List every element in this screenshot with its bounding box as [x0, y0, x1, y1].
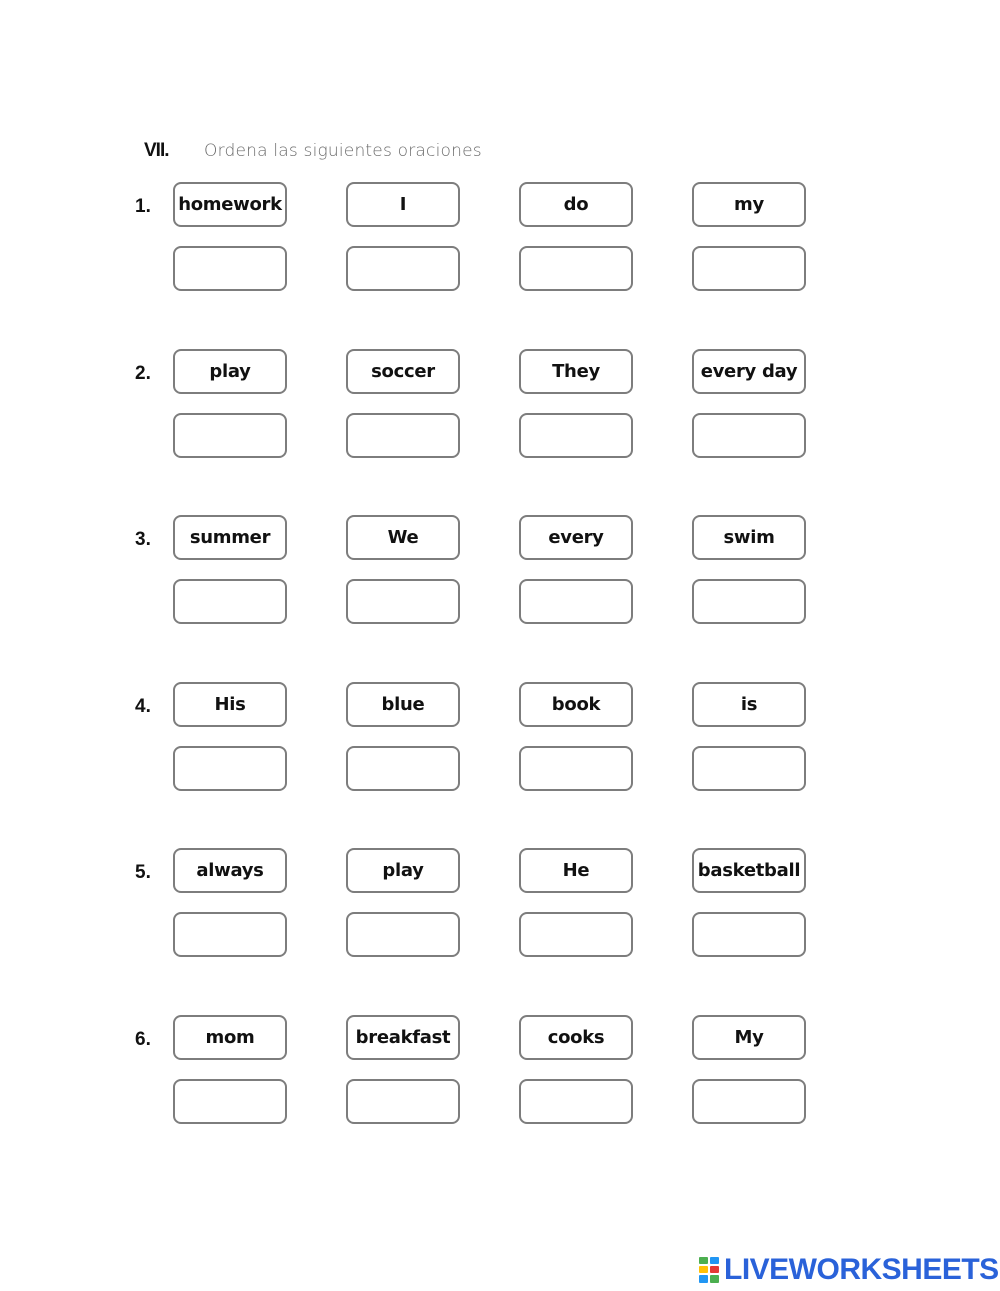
word-card[interactable]: [519, 848, 633, 893]
exercise-number: 2.: [135, 363, 151, 384]
word-card[interactable]: [519, 182, 633, 227]
word-label: summer: [189, 527, 271, 548]
word-card[interactable]: [692, 349, 806, 394]
answer-drop-box[interactable]: [692, 413, 806, 458]
word-card[interactable]: [173, 682, 287, 727]
word-card[interactable]: [519, 349, 633, 394]
answer-drop-box[interactable]: [519, 579, 633, 624]
answer-drop-box[interactable]: [519, 246, 633, 291]
word-label: is: [740, 694, 758, 715]
answer-drop-box[interactable]: [519, 746, 633, 791]
word-card[interactable]: [173, 848, 287, 893]
word-card[interactable]: [692, 182, 806, 227]
answer-drop-box[interactable]: [346, 746, 460, 791]
answer-drop-box[interactable]: [346, 912, 460, 957]
word-card[interactable]: [519, 515, 633, 560]
word-label: book: [551, 694, 601, 715]
word-card[interactable]: [346, 182, 460, 227]
word-label: every: [548, 527, 604, 548]
word-label: play: [382, 860, 424, 881]
word-card[interactable]: [519, 1015, 633, 1060]
word-label: mom: [205, 1027, 255, 1048]
word-label: do: [563, 194, 589, 215]
section-number: VII.: [144, 140, 169, 161]
answer-drop-box[interactable]: [173, 1079, 287, 1124]
word-label: basketball: [697, 860, 801, 881]
exercise-number: 5.: [135, 862, 151, 883]
exercise-number: 4.: [135, 696, 151, 717]
word-card[interactable]: [346, 515, 460, 560]
word-card[interactable]: [519, 682, 633, 727]
word-label: I: [399, 194, 407, 215]
word-label: play: [209, 361, 251, 382]
exercise-1: [0, 182, 1000, 294]
answer-drop-box[interactable]: [692, 912, 806, 957]
word-card[interactable]: [692, 682, 806, 727]
answer-drop-box[interactable]: [519, 1079, 633, 1124]
exercise-number: 1.: [135, 196, 151, 217]
logo-text: LIVEWORKSHEETS: [724, 1253, 999, 1286]
answer-drop-box[interactable]: [346, 246, 460, 291]
answer-drop-box[interactable]: [692, 1079, 806, 1124]
word-label: my: [734, 194, 764, 215]
answer-drop-box[interactable]: [173, 912, 287, 957]
answer-drop-box[interactable]: [346, 579, 460, 624]
answer-drop-box[interactable]: [519, 413, 633, 458]
exercise-number: 6.: [135, 1029, 151, 1050]
answer-drop-box[interactable]: [692, 579, 806, 624]
exercise-5: [0, 848, 1000, 960]
word-label: His: [214, 694, 246, 715]
answer-drop-box[interactable]: [346, 1079, 460, 1124]
word-card[interactable]: [692, 848, 806, 893]
answer-drop-box[interactable]: [173, 413, 287, 458]
word-card[interactable]: [173, 349, 287, 394]
exercise-2: [0, 349, 1000, 461]
liveworksheets-logo: [698, 1253, 999, 1287]
word-card[interactable]: [173, 515, 287, 560]
word-label: They: [552, 361, 600, 382]
exercise-number: 3.: [135, 529, 151, 550]
word-label: breakfast: [355, 1027, 451, 1048]
word-card[interactable]: [692, 515, 806, 560]
word-card[interactable]: [173, 182, 287, 227]
word-card[interactable]: [346, 349, 460, 394]
word-label: always: [196, 860, 264, 881]
word-card[interactable]: [173, 1015, 287, 1060]
answer-drop-box[interactable]: [692, 746, 806, 791]
liveworksheets-logo-icon: [698, 1256, 720, 1284]
word-label: soccer: [371, 361, 435, 382]
word-label: My: [734, 1027, 764, 1048]
word-label: blue: [381, 694, 425, 715]
exercise-3: [0, 515, 1000, 627]
answer-drop-box[interactable]: [346, 413, 460, 458]
word-label: He: [562, 860, 590, 881]
answer-drop-box[interactable]: [519, 912, 633, 957]
answer-drop-box[interactable]: [173, 579, 287, 624]
instruction-text: Ordena las siguientes oraciones: [204, 141, 482, 161]
answer-drop-box[interactable]: [692, 246, 806, 291]
word-label: cooks: [547, 1027, 605, 1048]
word-card[interactable]: [692, 1015, 806, 1060]
word-card[interactable]: [346, 848, 460, 893]
word-label: We: [387, 527, 419, 548]
answer-drop-box[interactable]: [173, 246, 287, 291]
section-heading: [144, 140, 482, 162]
word-card[interactable]: [346, 682, 460, 727]
word-label: swim: [723, 527, 775, 548]
word-card[interactable]: [346, 1015, 460, 1060]
word-label: every day: [700, 361, 798, 382]
exercise-4: [0, 682, 1000, 794]
exercise-6: [0, 1015, 1000, 1127]
word-label: homework: [178, 194, 282, 215]
answer-drop-box[interactable]: [173, 746, 287, 791]
